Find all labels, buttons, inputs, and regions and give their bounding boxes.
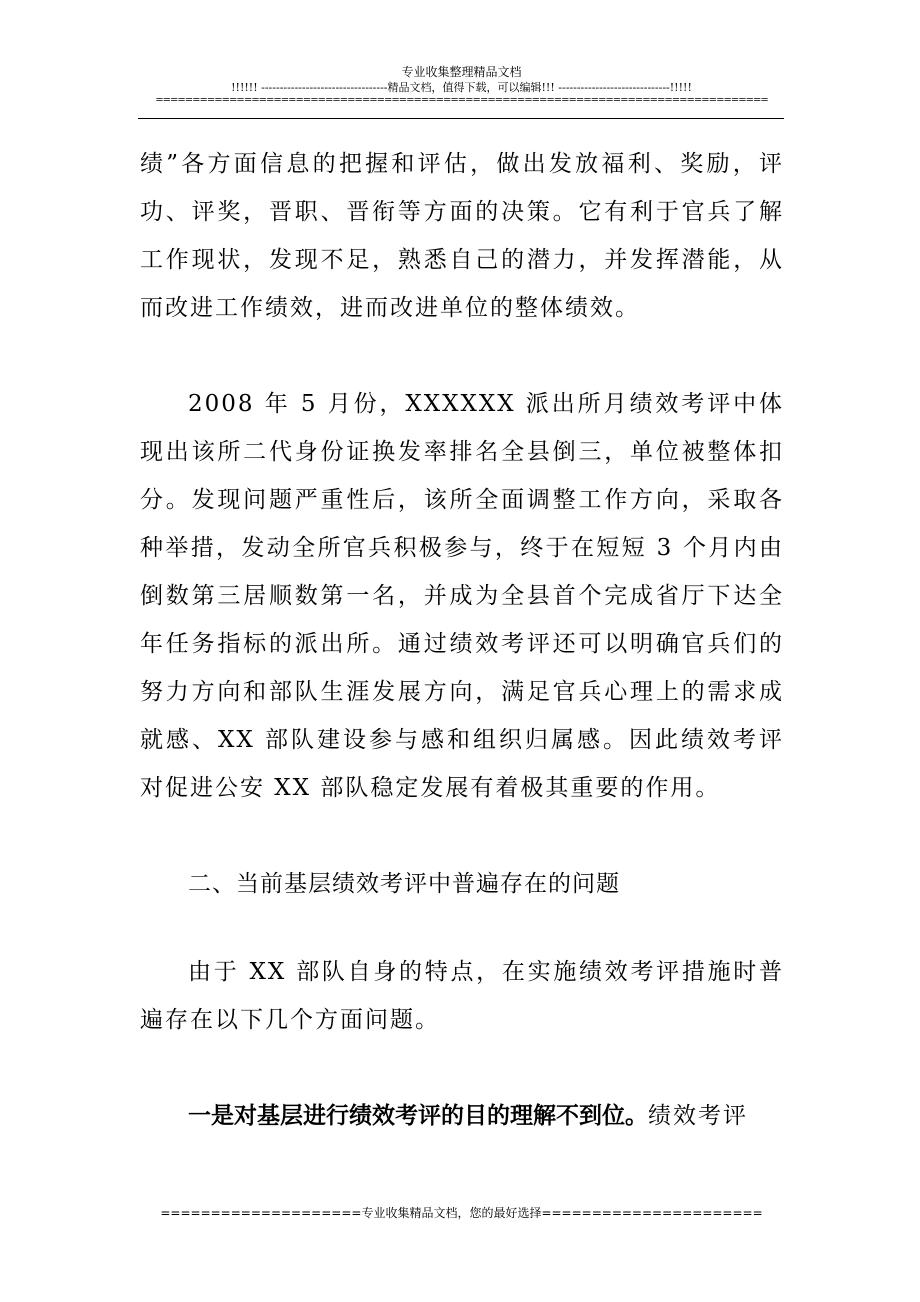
- paragraph-spacer: [140, 1044, 784, 1092]
- header-rule-text: ===================================================================================: [155, 96, 768, 106]
- paragraph-spacer: [140, 332, 784, 380]
- paragraph-spacer: [140, 812, 784, 860]
- document-body: [140, 140, 784, 1140]
- paragraph-4-text: 绩效考评: [648, 1103, 748, 1129]
- section-heading: 二、当前基层绩效考评中普遍存在的问题: [188, 871, 620, 897]
- page-header: [140, 64, 783, 106]
- paragraph-4-bold-lead: 一是对基层进行绩效考评的目的理解不到位。: [188, 1103, 648, 1129]
- paragraph-1: 绩”各方面信息的把握和评估，做出发放福利、奖励，评功、评奖，晋职、晋衔等方面的决策。它有利于官兵了解工作现状，发现不足，熟悉自己的潜力，并发挥潜能，从而改进工作绩效，进而改进单位的整体绩效。: [140, 151, 784, 321]
- header-title: 专业收集整理精品文档: [401, 65, 522, 79]
- paragraph-4: [140, 1092, 784, 1140]
- paragraph-spacer: [140, 908, 784, 948]
- paragraph-3: 由于 XX 部队自身的特点，在实施绩效考评措施时普遍存在以下几个方面问题。: [140, 959, 784, 1033]
- header-notice: !!!!!! ----------------------------------精品文档，值得下载，可以编辑!!! ------------------------------!!!!!: [231, 81, 692, 94]
- header-divider: [138, 118, 784, 119]
- paragraph-2: 2008 年 5 月份，XXXXXX 派出所月绩效考评中体现出该所二代身份证换发率排名全县倒三，单位被整体扣分。发现问题严重性后，该所全面调整工作方向，采取各种举措，发动全所官兵积极参与，终于在短短 3 个月内由倒数第三居顺数第一名，并成为全县首个完成省厅下达全年任务指标的派出所。通过绩效考评还可以明确官兵们的努力方向和部队生涯发展方向，满足官兵心理上的需求成就感、XX 部队建设参与感和组织归属感。因此绩效考评对促进公安 XX 部队稳定发展有着极其重要的作用。: [140, 391, 784, 801]
- page-footer: ====================专业收集精品文档，您的最好选择======================: [160, 1206, 763, 1220]
